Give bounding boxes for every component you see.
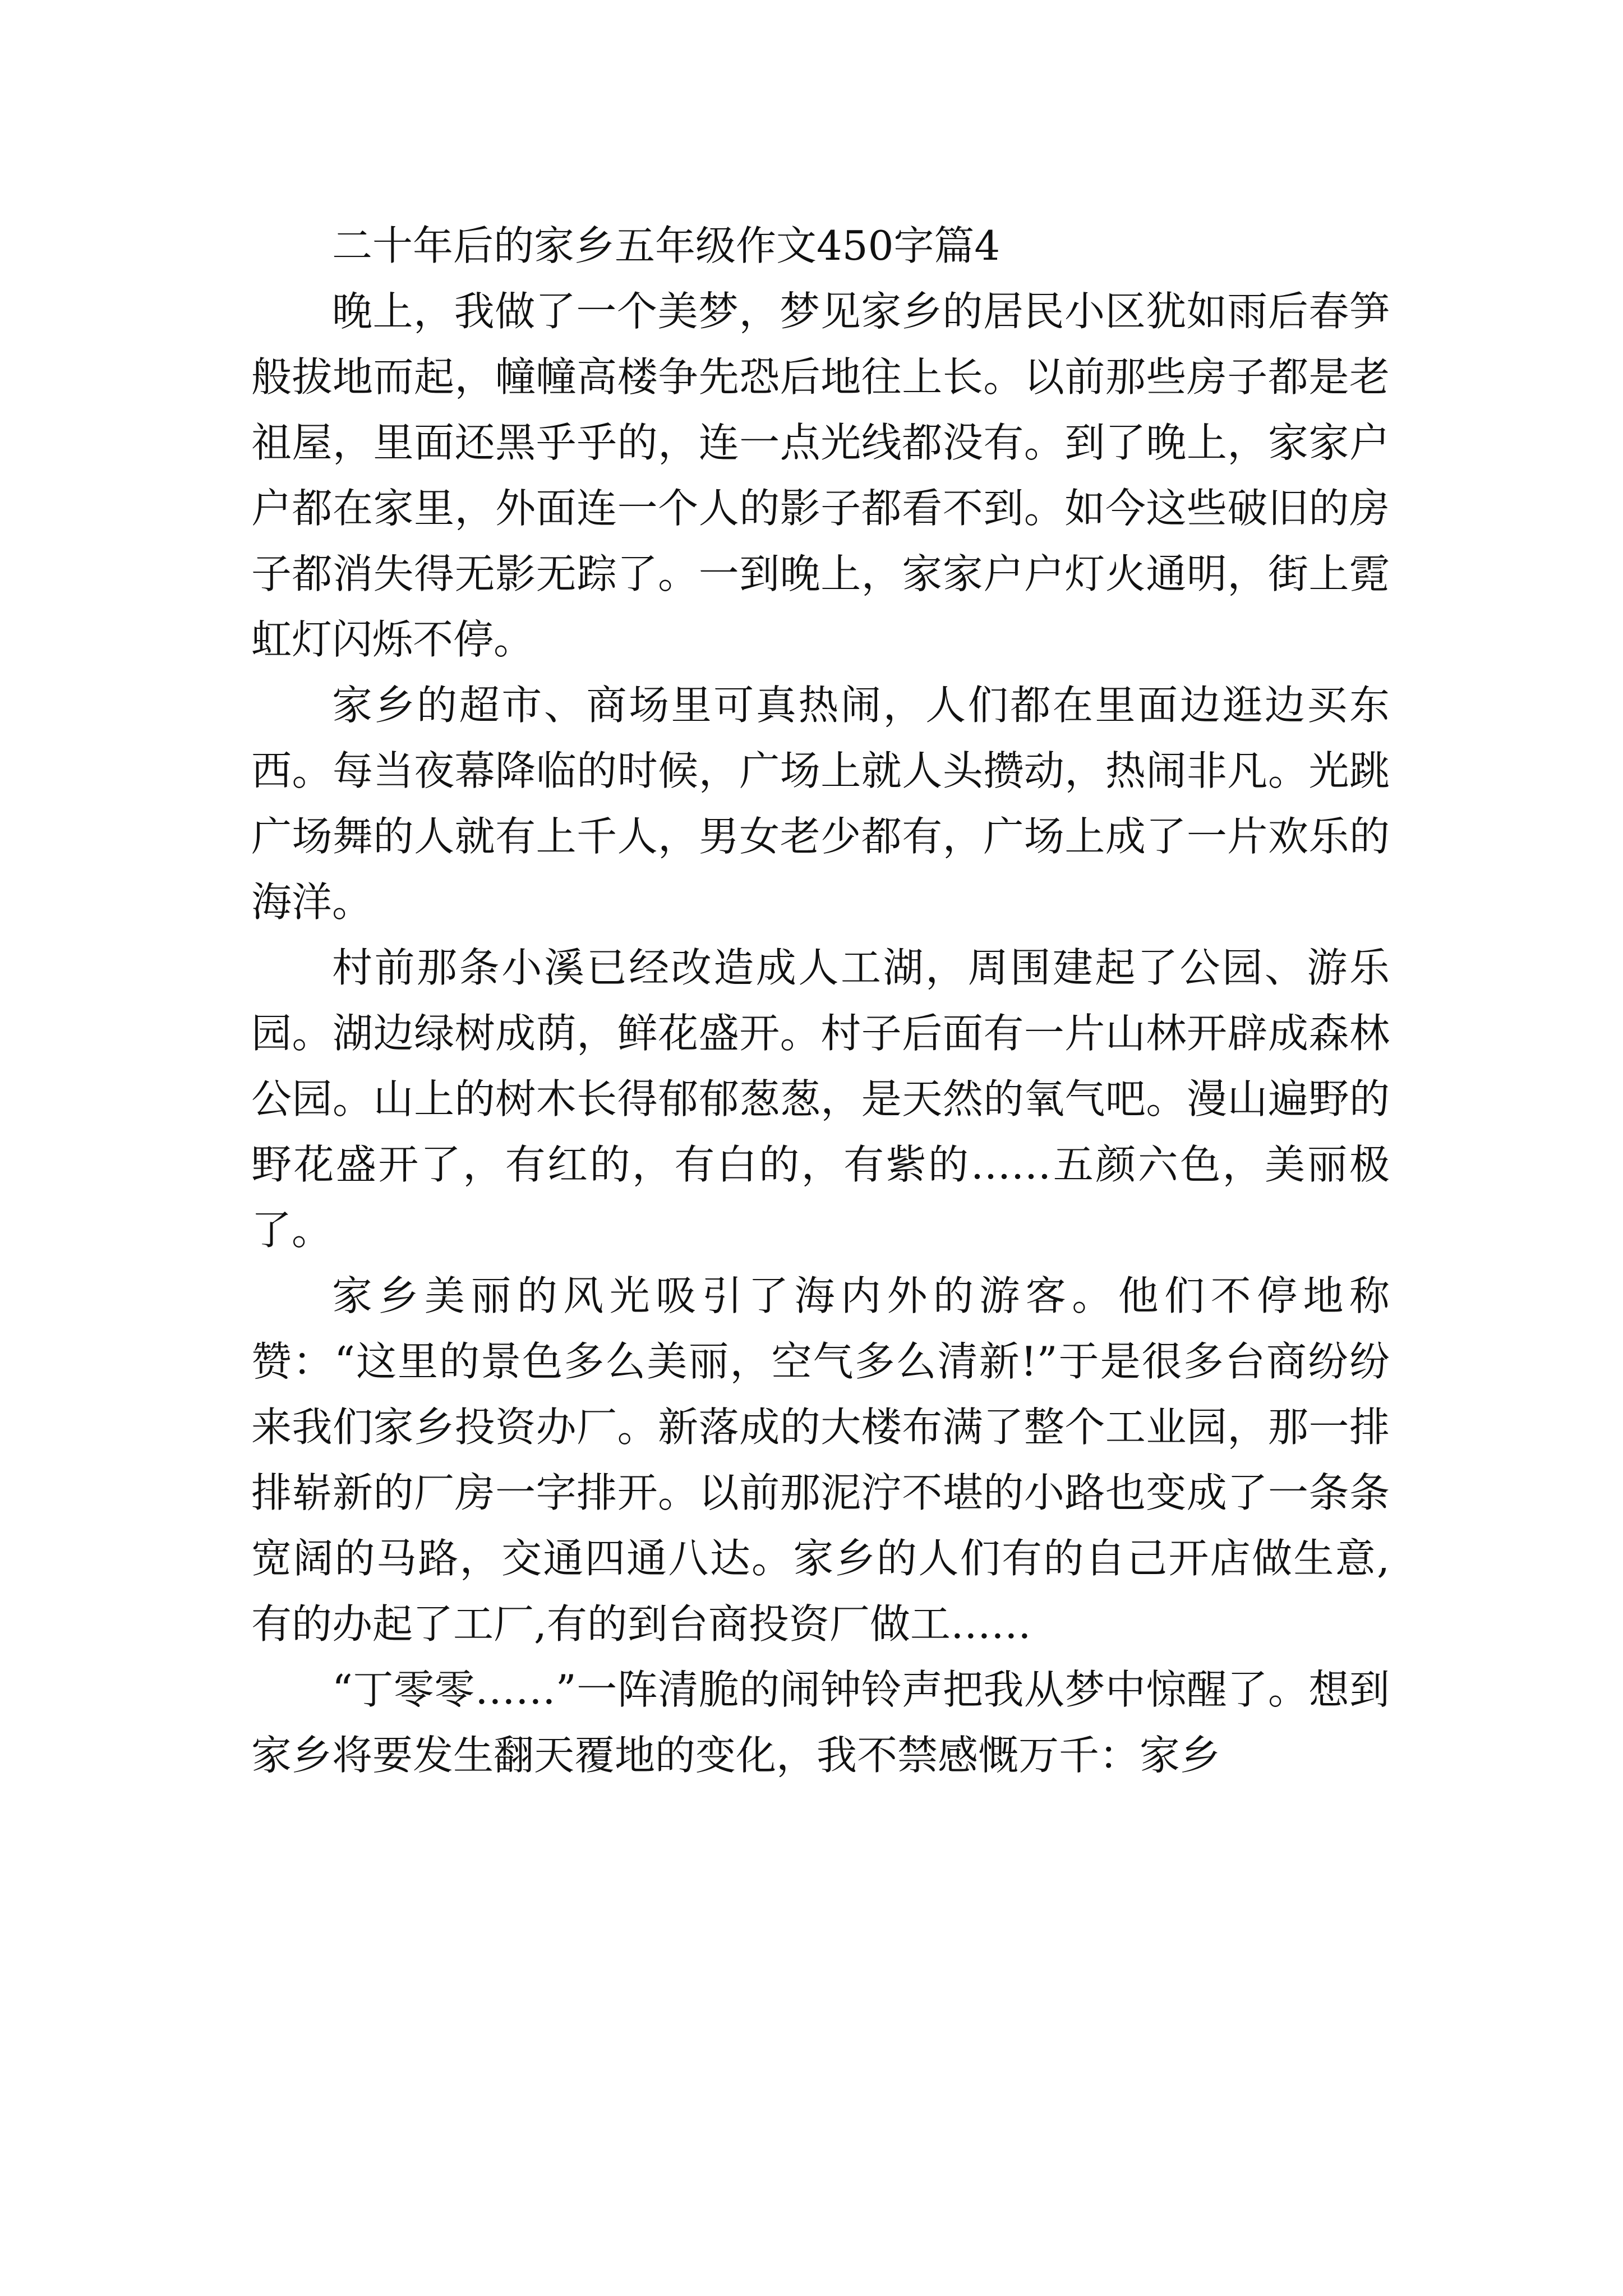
paragraph-5: “丁零零……”一阵清脆的闹钟铃声把我从梦中惊醒了。想到家乡将要发生翻天覆地的变化，我不禁感慨万千：家乡: [251, 1666, 1390, 1779]
document-body: [251, 213, 1390, 1788]
document-title: 二十年后的家乡五年级作文450字篇4: [332, 222, 1000, 269]
paragraph-4: 家乡美丽的风光吸引了海内外的游客。他们不停地称赞：“这里的景色多么美丽，空气多么清新!”于是很多台商纷纷来我们家乡投资办厂。新落成的大楼布满了整个工业园，那一排排崭新的厂房一字排开。以前那泥泞不堪的小路也变成了一条条宽阔的马路，交通四通八达。家乡的人们有的自己开店做生意,有的办起了工厂,有的到台商投资厂做工……: [251, 1272, 1390, 1648]
paragraph-3: 村前那条小溪已经改造成人工湖，周围建起了公园、游乐园。湖边绿树成荫，鲜花盛开。村子后面有一片山林开辟成森林公园。山上的树木长得郁郁葱葱，是天然的氧气吧。漫山遍野的野花盛开了，有红的，有白的，有紫的……五颜六色，美丽极了。: [251, 944, 1390, 1254]
paragraph-1: 晚上，我做了一个美梦，梦见家乡的居民小区犹如雨后春笋般拔地而起，幢幢高楼争先恐后地往上长。以前那些房子都是老祖屋，里面还黑乎乎的，连一点光线都没有。到了晚上，家家户户都在家里，外面连一个人的影子都看不到。如今这些破旧的房子都消失得无影无踪了。一到晚上，家家户户灯火通明，街上霓虹灯闪烁不停。: [251, 288, 1390, 663]
paragraph-2: 家乡的超市、商场里可真热闹，人们都在里面边逛边买东西。每当夜幕降临的时候，广场上就人头攒动，热闹非凡。光跳广场舞的人就有上千人，男女老少都有，广场上成了一片欢乐的海洋。: [251, 682, 1390, 926]
